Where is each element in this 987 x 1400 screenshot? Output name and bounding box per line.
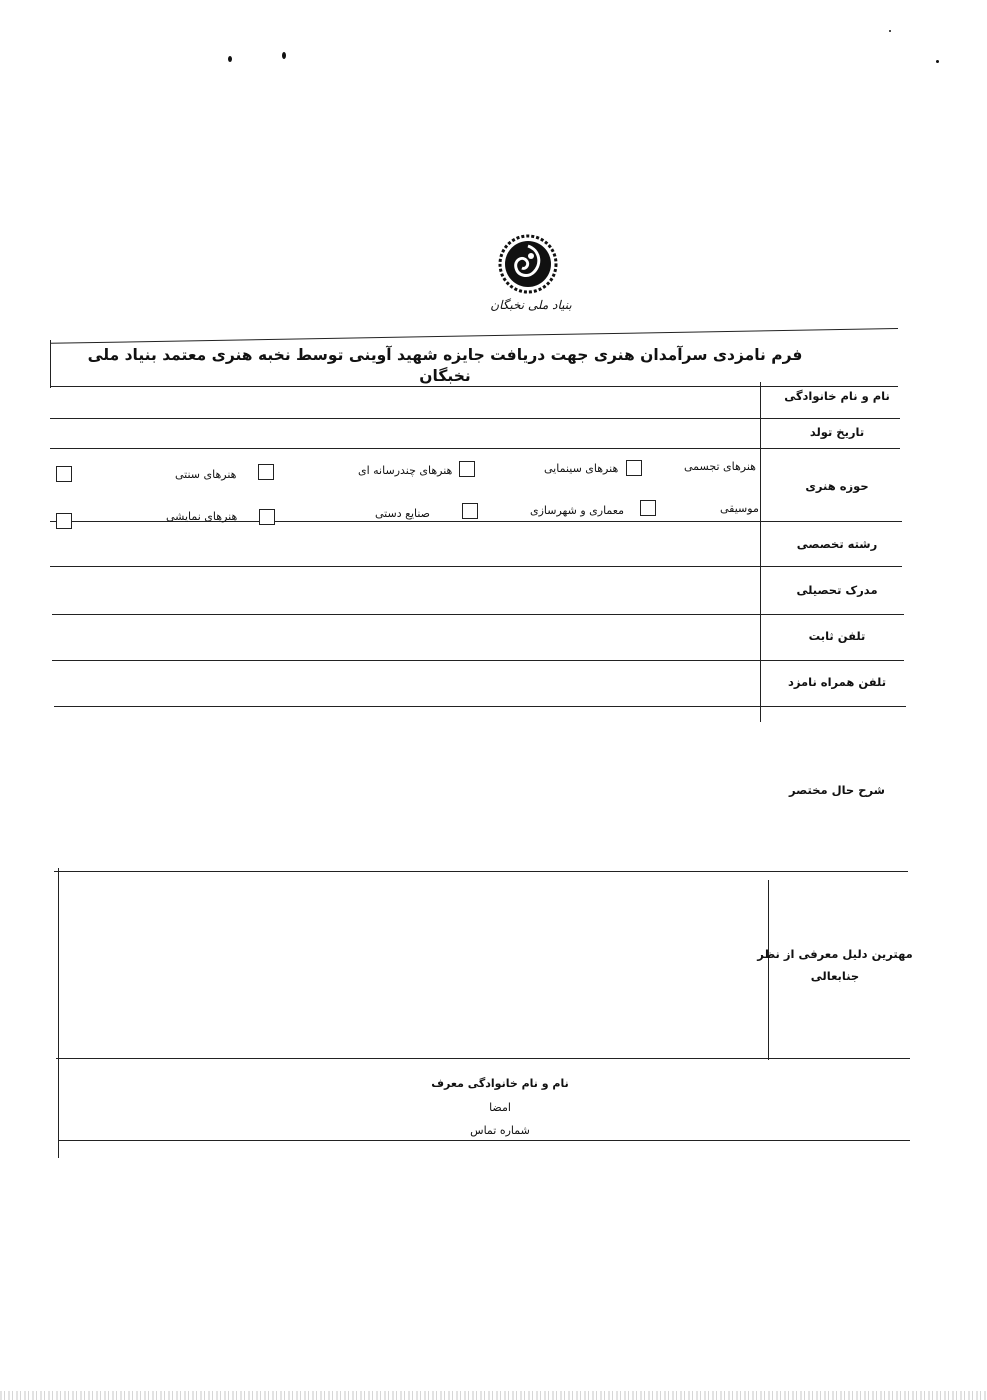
category-multimedia-label: هنرهای چندرسانه ای xyxy=(358,464,453,477)
bottom-border xyxy=(58,1140,910,1141)
name-input[interactable] xyxy=(52,388,758,416)
checkbox-multimedia[interactable] xyxy=(258,464,274,480)
form-title: فرم نامزدی سرآمدان هنری جهت دریافت جایزه شهید آوینی توسط نخبه هنری معتمد بنیاد ملی نخبگان xyxy=(87,346,803,385)
checkbox-music[interactable] xyxy=(640,500,656,516)
mobile-label: تلفن همراه نامزد xyxy=(787,675,887,689)
education-input[interactable] xyxy=(52,568,758,612)
name-label: نام و نام خانوادگی xyxy=(784,389,890,403)
category-architecture-label: معماری و شهرسازی xyxy=(530,504,624,517)
bio-textarea[interactable] xyxy=(56,708,758,868)
left-border-lower xyxy=(58,868,59,1158)
specialty-label: رشته تخصصی xyxy=(796,537,878,551)
bio-label: شرح حال مختصر xyxy=(789,783,885,797)
row-divider xyxy=(52,614,904,615)
top-border xyxy=(50,328,898,344)
landline-label: تلفن ثابت xyxy=(808,629,866,643)
category-visual-label: هنرهای تجسمی xyxy=(684,460,756,473)
reason-label-line2: جنابعالی xyxy=(810,969,860,983)
referrer-name-label: نام و نام خانوادگی معرف xyxy=(431,1077,569,1090)
reason-label-line1: مهترین دلیل معرفی از نظر xyxy=(757,947,913,961)
left-border xyxy=(50,340,51,388)
row-divider xyxy=(50,386,898,387)
contact-label: شماره تماس xyxy=(470,1124,530,1137)
landline-input[interactable] xyxy=(54,616,758,658)
scan-speck xyxy=(889,30,891,32)
scan-speck xyxy=(936,60,939,63)
art-field-label: حوزه هنری xyxy=(805,479,869,493)
category-handicrafts-label: صنایع دستی xyxy=(375,507,431,520)
checkbox-cinema[interactable] xyxy=(459,461,475,477)
label-column-divider xyxy=(760,382,761,722)
checkbox-visual[interactable] xyxy=(626,460,642,476)
checkbox-traditional[interactable] xyxy=(56,466,72,482)
education-label: مدرک تحصیلی xyxy=(796,583,878,597)
row-divider xyxy=(52,660,904,661)
birth-date-input[interactable] xyxy=(52,420,758,446)
row-divider xyxy=(50,448,900,449)
signature-label: امضا xyxy=(489,1101,511,1114)
row-divider xyxy=(50,418,900,419)
scan-edge-noise xyxy=(0,1391,987,1400)
mobile-input[interactable] xyxy=(54,662,758,704)
category-cinema-label: هنرهای سینمایی xyxy=(544,462,619,475)
category-music-label: موسیقی xyxy=(720,502,759,515)
specialty-input[interactable] xyxy=(52,523,758,564)
scan-speck xyxy=(228,56,232,62)
row-divider xyxy=(56,1058,910,1059)
row-divider xyxy=(54,706,906,707)
category-performing-label: هنرهای نمایشی xyxy=(166,510,238,523)
logo-wordmark: بنیاد ملی نخبگان xyxy=(490,298,572,312)
row-divider xyxy=(54,871,908,872)
row-divider xyxy=(50,566,902,567)
category-traditional-label: هنرهای سنتی xyxy=(175,468,237,481)
reason-textarea[interactable] xyxy=(60,874,766,1056)
scan-speck xyxy=(282,52,286,59)
birth-date-label: تاریخ تولد xyxy=(809,425,865,439)
checkbox-architecture[interactable] xyxy=(462,503,478,519)
